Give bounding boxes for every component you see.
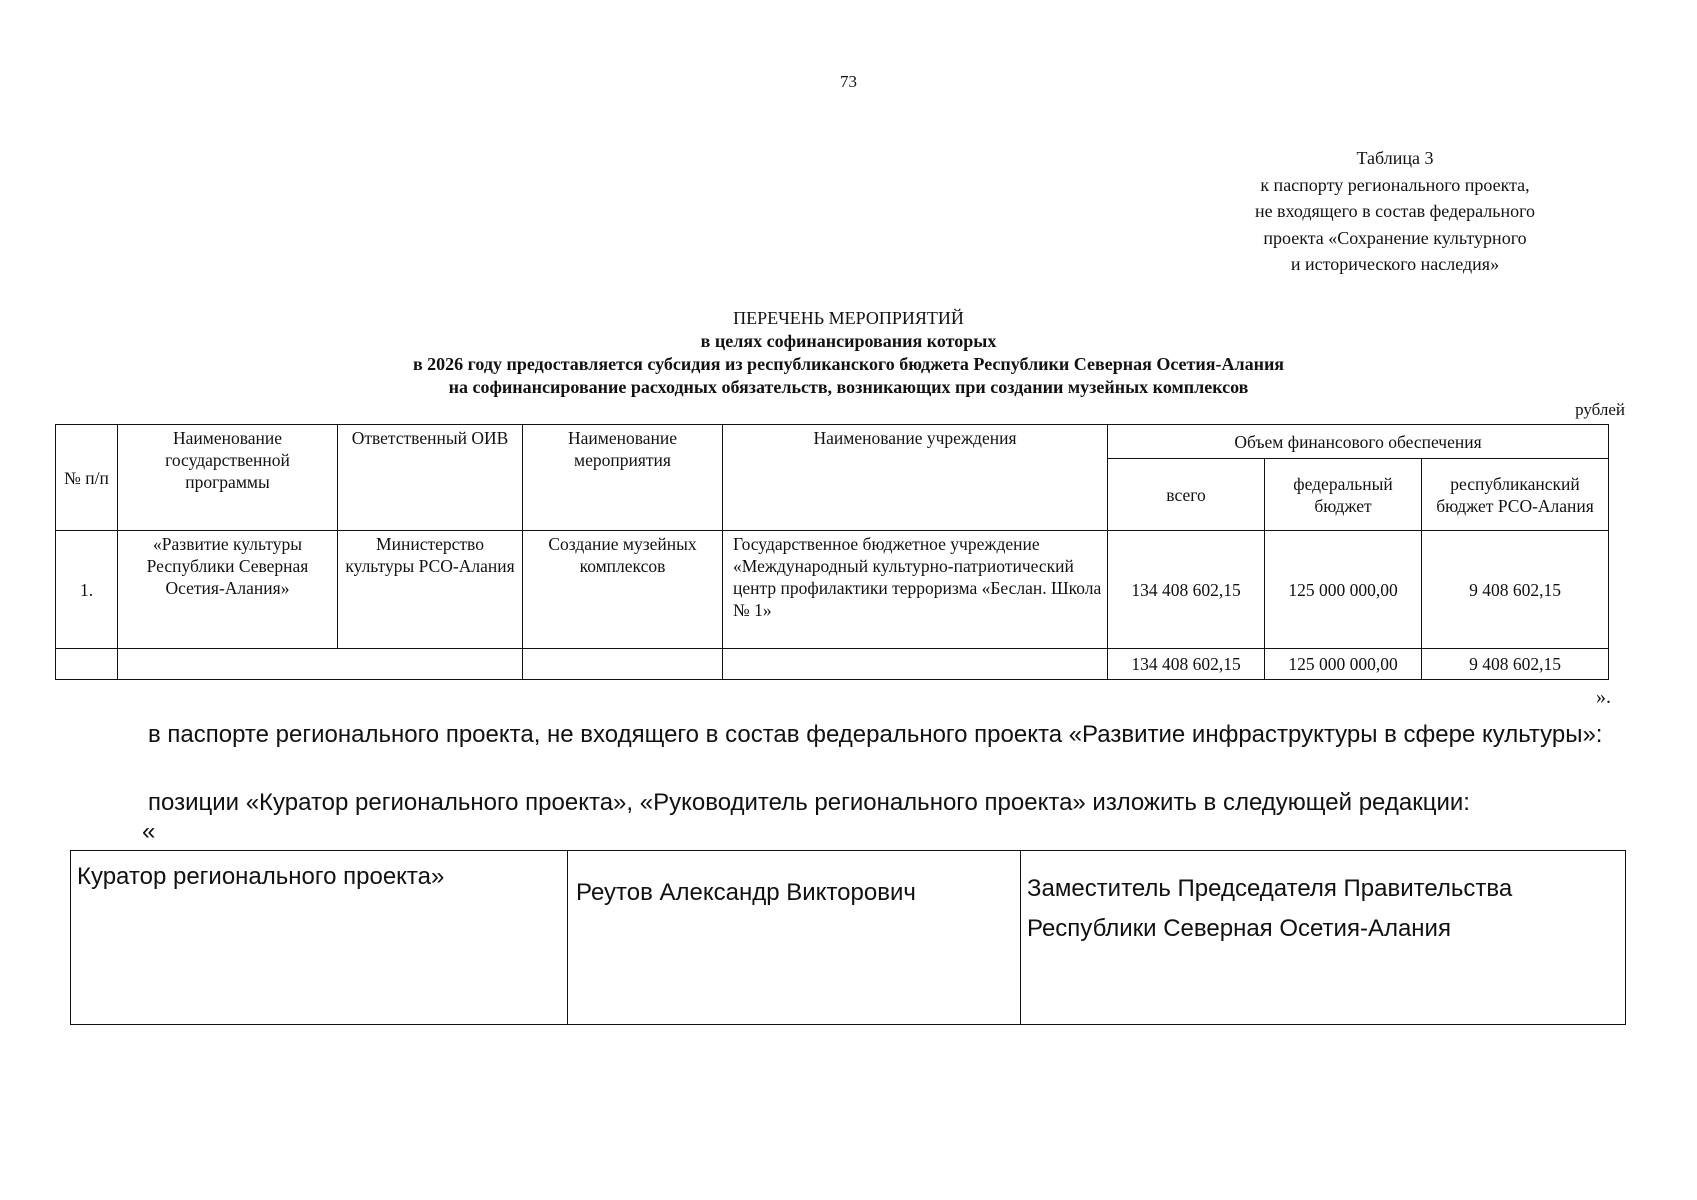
- header-responsible: Ответственный ОИВ: [338, 425, 523, 531]
- header-num: № п/п: [56, 425, 118, 531]
- header-federal: федеральный бюджет: [1265, 459, 1422, 531]
- currency-unit: рублей: [1575, 400, 1625, 419]
- row-measure: Создание музейных комплексов: [523, 531, 723, 649]
- header-measure: Наименование мероприятия: [523, 425, 723, 531]
- curator-role: Куратор регионального проекта»: [71, 851, 568, 1025]
- totals-empty-cell: [56, 649, 118, 680]
- totals-empty-cell: [723, 649, 1108, 680]
- heading-line: в 2026 году предоставляется субсидия из республиканского бюджета Республики Северная Осетия-Алания: [412, 354, 1285, 374]
- header-volume: Объем финансового обеспечения: [1108, 425, 1609, 459]
- header-institution: Наименование учреждения: [723, 425, 1108, 531]
- totals-row: [56, 649, 1609, 680]
- paragraph-positions: позиции «Куратор регионального проекта», «Руководитель регионального проекта» изложить в следующей редакции:: [148, 789, 1470, 816]
- row-num: 1.: [56, 531, 118, 649]
- row-republic: 9 408 602,15: [1422, 531, 1609, 649]
- table-row: [56, 531, 1609, 649]
- measures-table: [55, 424, 1609, 680]
- heading-title: ПЕРЕЧЕНЬ МЕРОПРИЯТИЙ: [733, 308, 964, 328]
- document-heading: [0, 307, 1697, 399]
- totals-republic: 9 408 602,15: [1422, 649, 1609, 680]
- header-republic: республиканский бюджет РСО-Алания: [1422, 459, 1609, 531]
- paragraph-passport: в паспорте регионального проекта, не входящего в состав федерального проекта «Развитие инфраструктуры в сфере культуры»:: [148, 721, 1603, 748]
- row-institution: Государственное бюджетное учреждение «Международный культурно-патриотический центр профилактики терроризма «Беслан. Школа № 1»: [723, 531, 1108, 649]
- heading-line: в целях софинансирования которых: [700, 331, 997, 351]
- row-total: 134 408 602,15: [1108, 531, 1265, 649]
- curator-name: Реутов Александр Викторович: [568, 851, 1021, 1025]
- header-total: всего: [1108, 459, 1265, 531]
- appendix-line: Таблица 3: [1356, 148, 1434, 168]
- totals-federal: 125 000 000,00: [1265, 649, 1422, 680]
- row-federal: 125 000 000,00: [1265, 531, 1422, 649]
- appendix-line: не входящего в состав федерального: [1254, 201, 1536, 221]
- heading-line: на софинансирование расходных обязательств, возникающих при создании музейных комплексов: [448, 377, 1249, 397]
- row-program: «Развитие культуры Республики Северная Осетия-Алания»: [118, 531, 338, 649]
- header-program: Наименование государственной программы: [118, 425, 338, 531]
- curator-table: [70, 850, 1626, 1025]
- appendix-line: и исторического наследия»: [1290, 254, 1500, 274]
- row-responsible: Министерство культуры РСО-Алания: [338, 531, 523, 649]
- appendix-line: к паспорту регионального проекта,: [1260, 174, 1530, 195]
- curator-position: Заместитель Председателя Правительства Республики Северная Осетия-Алания: [1021, 851, 1626, 1025]
- totals-empty-cell: [523, 649, 723, 680]
- appendix-line: проекта «Сохранение культурного: [1263, 227, 1527, 248]
- opening-quote: «: [142, 818, 156, 845]
- totals-empty-cell: [118, 649, 523, 680]
- appendix-caption: [1160, 145, 1630, 278]
- totals-total: 134 408 602,15: [1108, 649, 1265, 680]
- page-number: 73: [840, 72, 857, 91]
- closing-quote: ».: [1596, 686, 1611, 708]
